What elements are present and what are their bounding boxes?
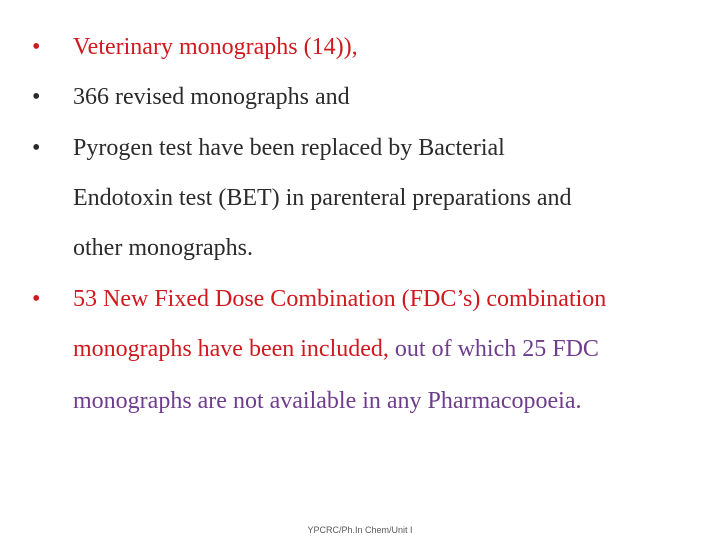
fdc-included-text: monographs have been included,	[73, 336, 389, 362]
bullet-text-fdc-line-1: 53 New Fixed Dose Combination (FDC’s) combination	[73, 286, 607, 312]
bullet-text-pyrogen-line-1: Pyrogen test have been replaced by Bacterial	[73, 135, 505, 161]
bullet-marker-2: •	[32, 84, 41, 110]
bullet-marker-3: •	[32, 135, 41, 161]
bullet-text-veterinary: Veterinary monographs (14)),	[73, 34, 358, 60]
bullet-text-fdc-line-2	[73, 334, 599, 364]
fdc-out-of-which-text: out of which 25 FDC	[388, 336, 599, 362]
bullet-text-fdc-line-3: monographs are not available in any Pharmacopoeia.	[73, 388, 582, 414]
bullet-text-revised: 366 revised monographs and	[73, 84, 350, 110]
bullet-marker-1: •	[32, 34, 41, 60]
slide-footer: YPCRC/Ph.In Chem/Unit I	[307, 525, 413, 535]
bullet-text-pyrogen-line-3: other monographs.	[73, 235, 253, 261]
bullet-text-pyrogen-line-2: Endotoxin test (BET) in parenteral preparations and	[73, 185, 572, 211]
bullet-marker-4: •	[32, 286, 41, 312]
